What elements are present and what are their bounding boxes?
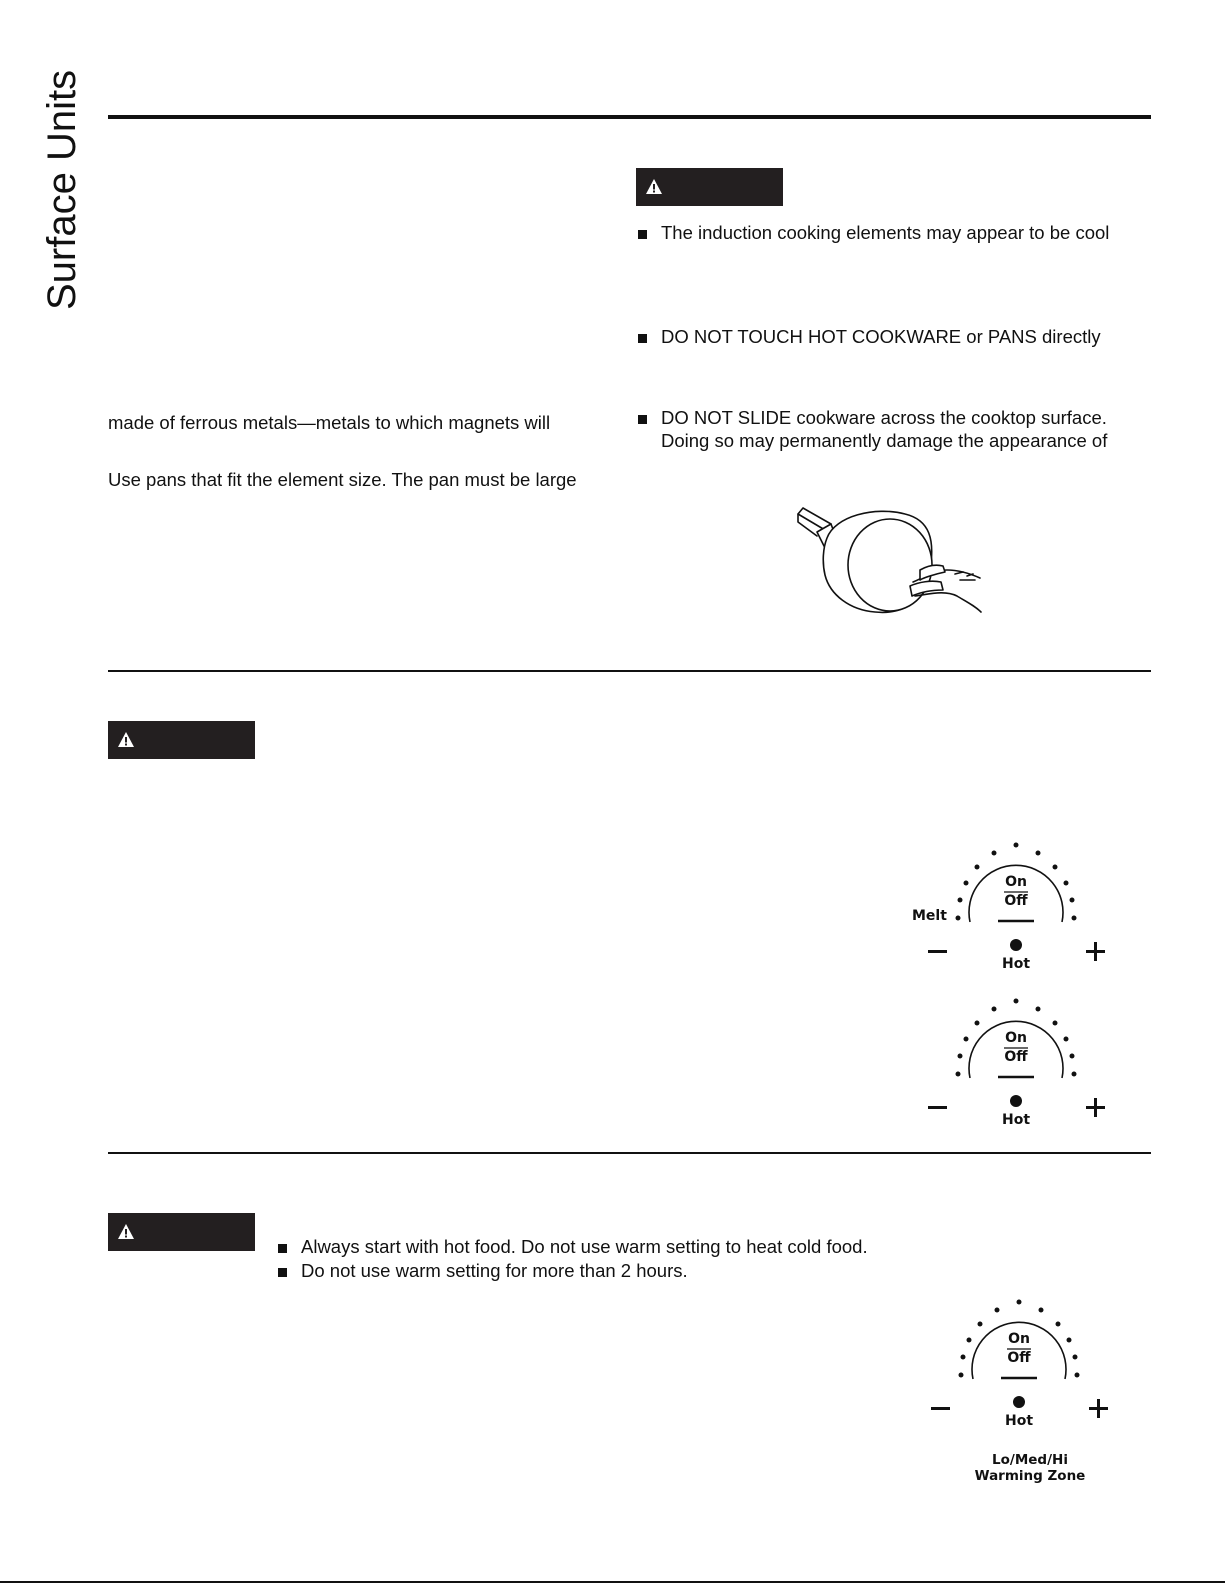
knob-melt-label: Melt bbox=[912, 908, 947, 924]
slide-cookware-warning-cont: Doing so may permanently damage the appearance of bbox=[661, 430, 1108, 451]
section-title: Surface Units bbox=[40, 69, 84, 310]
knob-hot-label: Hot bbox=[1004, 1413, 1034, 1429]
knob-hot-label: Hot bbox=[1001, 956, 1031, 972]
bullet-marker bbox=[278, 1244, 287, 1253]
knob-hot-label: Hot bbox=[1001, 1112, 1031, 1128]
knob-on-label: On bbox=[1008, 1331, 1030, 1347]
induction-cool-warning: The induction cooking elements may appear to be cool bbox=[661, 222, 1110, 243]
warning-badge bbox=[636, 168, 783, 206]
warning-triangle-icon bbox=[645, 178, 663, 195]
bullet-marker bbox=[638, 415, 647, 424]
warning-badge bbox=[108, 1213, 255, 1251]
page-bottom-rule bbox=[0, 1581, 1225, 1583]
section-divider bbox=[108, 1152, 1151, 1154]
knob-on-label: On bbox=[1005, 1030, 1027, 1046]
warning-badge bbox=[108, 721, 255, 759]
section-divider bbox=[108, 670, 1151, 672]
knob-on-label: On bbox=[1005, 874, 1027, 890]
knob-off-label: Off bbox=[1004, 1049, 1028, 1065]
warming-zone-caption bbox=[950, 1452, 1110, 1484]
header-rule bbox=[108, 115, 1151, 119]
knob-off-label: Off bbox=[1007, 1350, 1031, 1366]
warming-zone-name: Warming Zone bbox=[974, 1468, 1086, 1484]
knob-off-label: Off bbox=[1004, 893, 1028, 909]
warning-triangle-icon bbox=[117, 1223, 135, 1240]
slide-cookware-warning: DO NOT SLIDE cookware across the cooktop surface. bbox=[661, 407, 1107, 428]
warm-time-limit-warning: Do not use warm setting for more than 2 hours. bbox=[301, 1260, 688, 1281]
pan-size-text-line: Use pans that fit the element size. The pan must be large bbox=[108, 469, 577, 490]
hot-cookware-warning: DO NOT TOUCH HOT COOKWARE or PANS directly bbox=[661, 326, 1101, 347]
bullet-marker bbox=[278, 1268, 287, 1277]
warm-hot-food-warning: Always start with hot food. Do not use warm setting to heat cold food. bbox=[301, 1236, 868, 1257]
warming-zone-levels: Lo/Med/Hi bbox=[992, 1452, 1068, 1468]
bullet-marker bbox=[638, 334, 647, 343]
cookware-text-line: made of ferrous metals—metals to which magnets will bbox=[108, 412, 551, 433]
pan-sliding-illustration bbox=[795, 500, 995, 625]
control-knob bbox=[918, 994, 1118, 1194]
bullet-marker bbox=[638, 230, 647, 239]
warning-triangle-icon bbox=[117, 731, 135, 748]
